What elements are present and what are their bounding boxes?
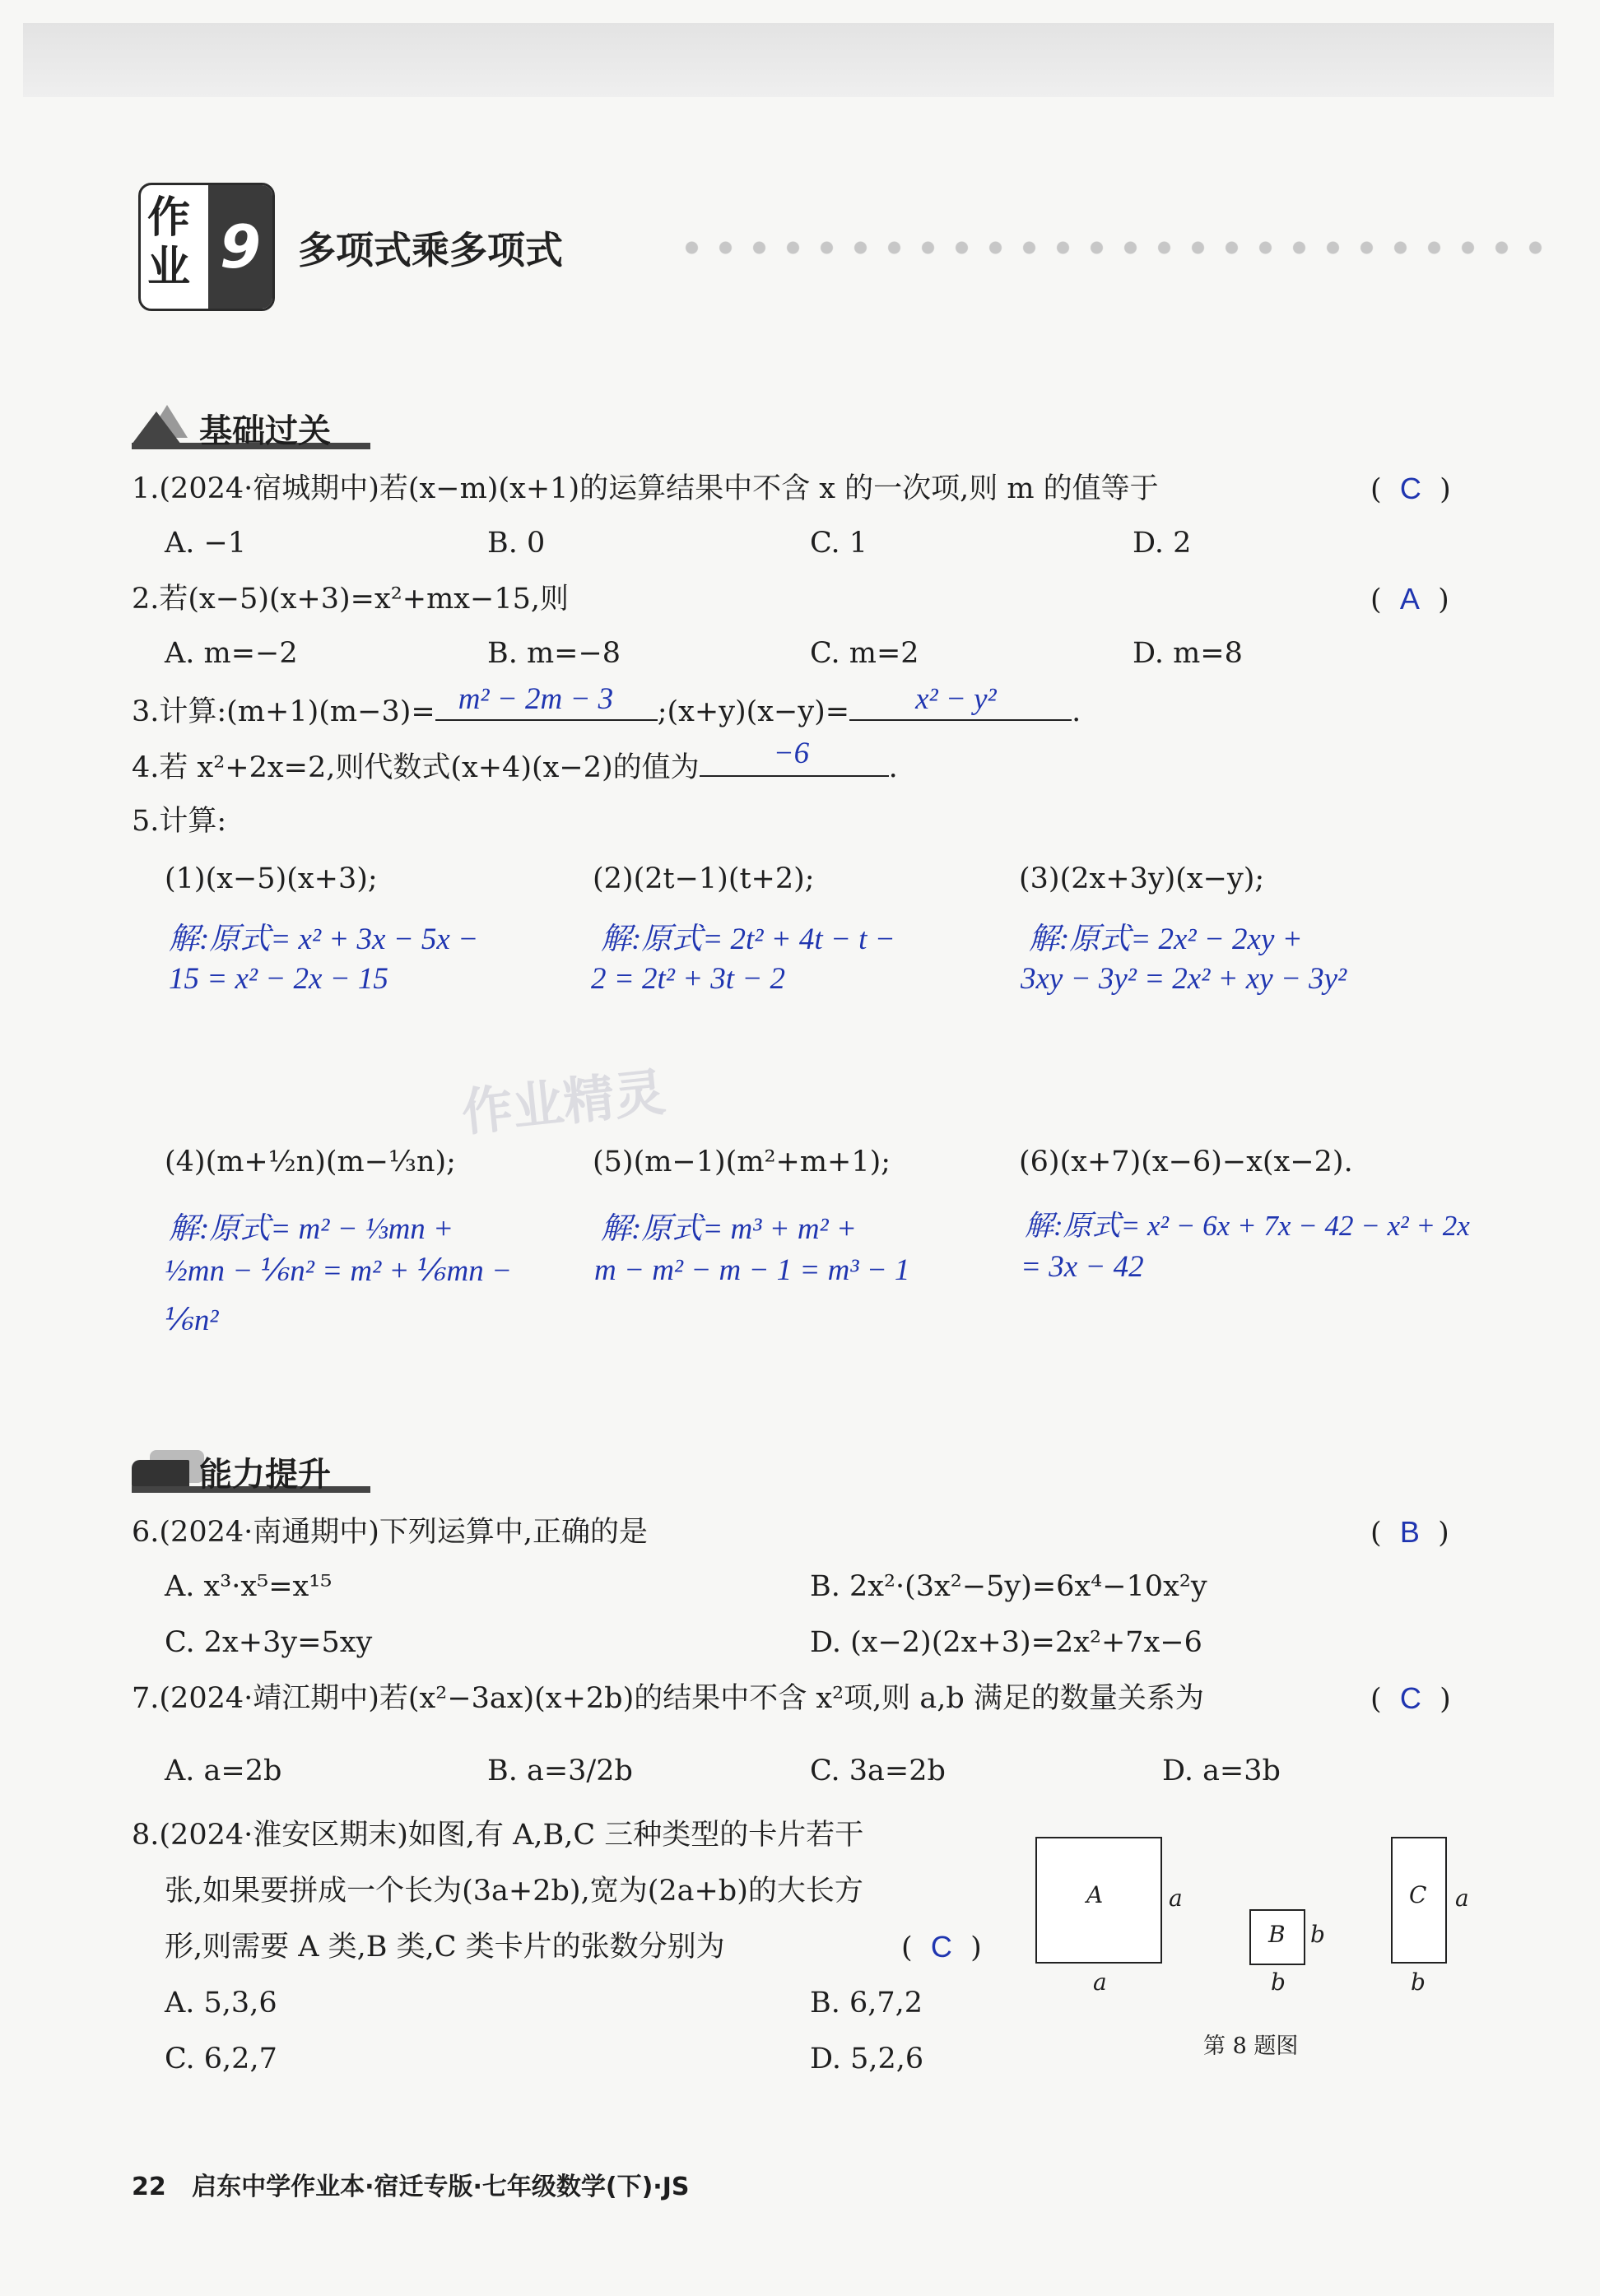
card-a-bottom-label: a	[1093, 1968, 1107, 1996]
q1-option-c: C. 1	[810, 527, 868, 560]
q2-option-b: B. m=−8	[487, 637, 621, 670]
q5-solution-6a: 解:原式= x² − 6x + 7x − 42 − x² + 2x	[1025, 1210, 1470, 1242]
header-dots	[675, 241, 1547, 254]
assignment-badge	[138, 183, 275, 311]
q6-answer: B	[1399, 1515, 1420, 1549]
q2-answer-bracket: ( A )	[1370, 582, 1449, 616]
badge-word-top: 作	[147, 193, 191, 243]
page-title: 多项式乘多项式	[298, 228, 563, 272]
q6-option-d: D. (x−2)(2x+3)=2x²+7x−6	[810, 1626, 1202, 1659]
q5-part-1: (1)(x−5)(x+3);	[165, 862, 378, 895]
q1-answer-bracket: ( C )	[1370, 472, 1451, 506]
q8-option-a: A. 5,3,6	[165, 1987, 277, 2019]
q8-line-1: 8.(2024·淮安区期末)如图,有 A,B,C 三种类型的卡片若干	[132, 1819, 864, 1852]
q4-prefix: 4.若 x²+2x=2,则代数式(x+4)(x−2)的值为	[132, 751, 700, 784]
q5-solution-2b: 2 = 2t² + 3t − 2	[591, 962, 786, 996]
q8-line-3: 形,则需要 A 类,B 类,C 类卡片的张数分别为	[165, 1931, 725, 1964]
q5-solution-6b: = 3x − 42	[1021, 1250, 1144, 1284]
page-number: 22	[132, 2173, 166, 2201]
q2-option-c: C. m=2	[810, 637, 919, 670]
footer-text: 启东中学作业本·宿迁专版·七年级数学(下)·JS	[192, 2173, 690, 2201]
q3-blank-2	[849, 682, 1072, 721]
q1-option-a: A. −1	[165, 527, 247, 560]
q5-solution-3b: 3xy − 3y² = 2x² + xy − 3y²	[1021, 962, 1347, 996]
q2-answer: A	[1399, 582, 1420, 616]
q8-answer-bracket: ( C )	[901, 1930, 982, 1964]
q7-option-b: B. a=3/2b	[487, 1755, 633, 1787]
q2-option-d: D. m=8	[1133, 637, 1243, 670]
q7-stem: 7.(2024·靖江期中)若(x²−3ax)(x+2b)的结果中不含 x²项,则 a,b 满足的数量关系为	[132, 1682, 1204, 1715]
scan-top-band	[23, 23, 1554, 97]
card-b-bottom-label: b	[1271, 1968, 1286, 1996]
q3-middle: ;(x+y)(x−y)=	[657, 695, 850, 728]
card-b-side-label: b	[1310, 1921, 1325, 1948]
q5-solution-5a: 解:原式= m³ + m² +	[601, 1212, 857, 1246]
section-advanced-label: 能力提升	[199, 1456, 331, 1494]
q8-option-d: D. 5,2,6	[810, 2043, 924, 2075]
section-basic-label: 基础过关	[199, 412, 331, 450]
q2-option-a: A. m=−2	[165, 637, 298, 670]
card-c-bottom-label: b	[1411, 1968, 1426, 1996]
q5-solution-4c: ⅙n²	[165, 1304, 219, 1337]
q3-answer-1: m² − 2m − 3	[458, 682, 614, 716]
q5-stem: 5.计算:	[132, 805, 227, 838]
page-footer	[132, 2166, 689, 2202]
card-c-label: C	[1409, 1881, 1427, 1908]
q6-option-a: A. x³·x⁵=x¹⁵	[165, 1570, 333, 1603]
figure-caption: 第 8 题图	[1203, 2033, 1299, 2059]
q5-part-6: (6)(x+7)(x−6)−x(x−2).	[1019, 1146, 1353, 1178]
section-basic	[132, 405, 379, 454]
q5-solution-5b: m − m² − m − 1 = m³ − 1	[594, 1253, 910, 1287]
q8-line-2: 张,如果要拼成一个长为(3a+2b),宽为(2a+b)的大长方	[165, 1875, 863, 1908]
q4-blank	[700, 737, 889, 777]
q7-option-d: D. a=3b	[1162, 1755, 1281, 1787]
card-a-label: A	[1086, 1881, 1104, 1908]
q1-option-b: B. 0	[487, 527, 546, 560]
q5-part-4: (4)(m+½n)(m−⅓n);	[165, 1146, 456, 1178]
q4-line	[132, 737, 898, 786]
q5-solution-4a: 解:原式= m² − ⅓mn +	[169, 1212, 454, 1246]
q5-solution-3a: 解:原式= 2x² − 2xy +	[1029, 923, 1303, 956]
q6-stem: 6.(2024·南通期中)下列运算中,正确的是	[132, 1516, 649, 1549]
q8-answer: C	[930, 1930, 952, 1964]
q3-end: .	[1072, 695, 1081, 728]
q6-option-c: C. 2x+3y=5xy	[165, 1626, 373, 1659]
q8-option-c: C. 6,2,7	[165, 2043, 277, 2075]
card-b-label: B	[1268, 1921, 1286, 1948]
badge-word-bottom: 业	[147, 243, 191, 292]
section-advanced	[132, 1448, 379, 1498]
q5-solution-1a: 解:原式= x² + 3x − 5x −	[169, 923, 479, 956]
q5-part-5: (5)(m−1)(m²+m+1);	[593, 1146, 891, 1178]
q7-option-c: C. 3a=2b	[810, 1755, 946, 1787]
q5-part-2: (2)(2t−1)(t+2);	[593, 862, 815, 895]
q4-end: .	[888, 751, 898, 784]
q1-answer: C	[1399, 472, 1421, 505]
q4-answer: −6	[773, 737, 810, 770]
card-c-side-label: a	[1455, 1885, 1469, 1912]
q3-line	[132, 682, 1081, 730]
q3-blank-1	[435, 682, 658, 721]
q6-answer-bracket: ( B )	[1370, 1515, 1449, 1550]
watermark-text: 作业精灵	[458, 1062, 668, 1143]
q7-option-a: A. a=2b	[165, 1755, 282, 1787]
q1-stem: 1.(2024·宿城期中)若(x−m)(x+1)的运算结果中不含 x 的一次项,则 m 的值等于	[132, 472, 1159, 505]
q5-solution-1b: 15 = x² − 2x − 15	[169, 962, 388, 996]
q5-solution-4b: ½mn − ⅙n² = m² + ⅙mn −	[165, 1254, 512, 1288]
q8-option-b: B. 6,7,2	[810, 1987, 923, 2019]
q7-answer: C	[1399, 1681, 1421, 1715]
badge-number: 9	[208, 185, 272, 309]
q3-prefix: 3.计算:(m+1)(m−3)=	[132, 695, 435, 728]
q1-option-d: D. 2	[1133, 527, 1192, 560]
q5-part-3: (3)(2x+3y)(x−y);	[1019, 862, 1265, 895]
q7-answer-bracket: ( C )	[1370, 1681, 1451, 1716]
q5-solution-2a: 解:原式= 2t² + 4t − t −	[601, 923, 895, 956]
q2-stem: 2.若(x−5)(x+3)=x²+mx−15,则	[132, 583, 570, 616]
q6-option-b: B. 2x²·(3x²−5y)=6x⁴−10x²y	[810, 1570, 1207, 1603]
q3-answer-2: x² − y²	[915, 682, 997, 716]
card-a-side-label: a	[1169, 1885, 1183, 1912]
